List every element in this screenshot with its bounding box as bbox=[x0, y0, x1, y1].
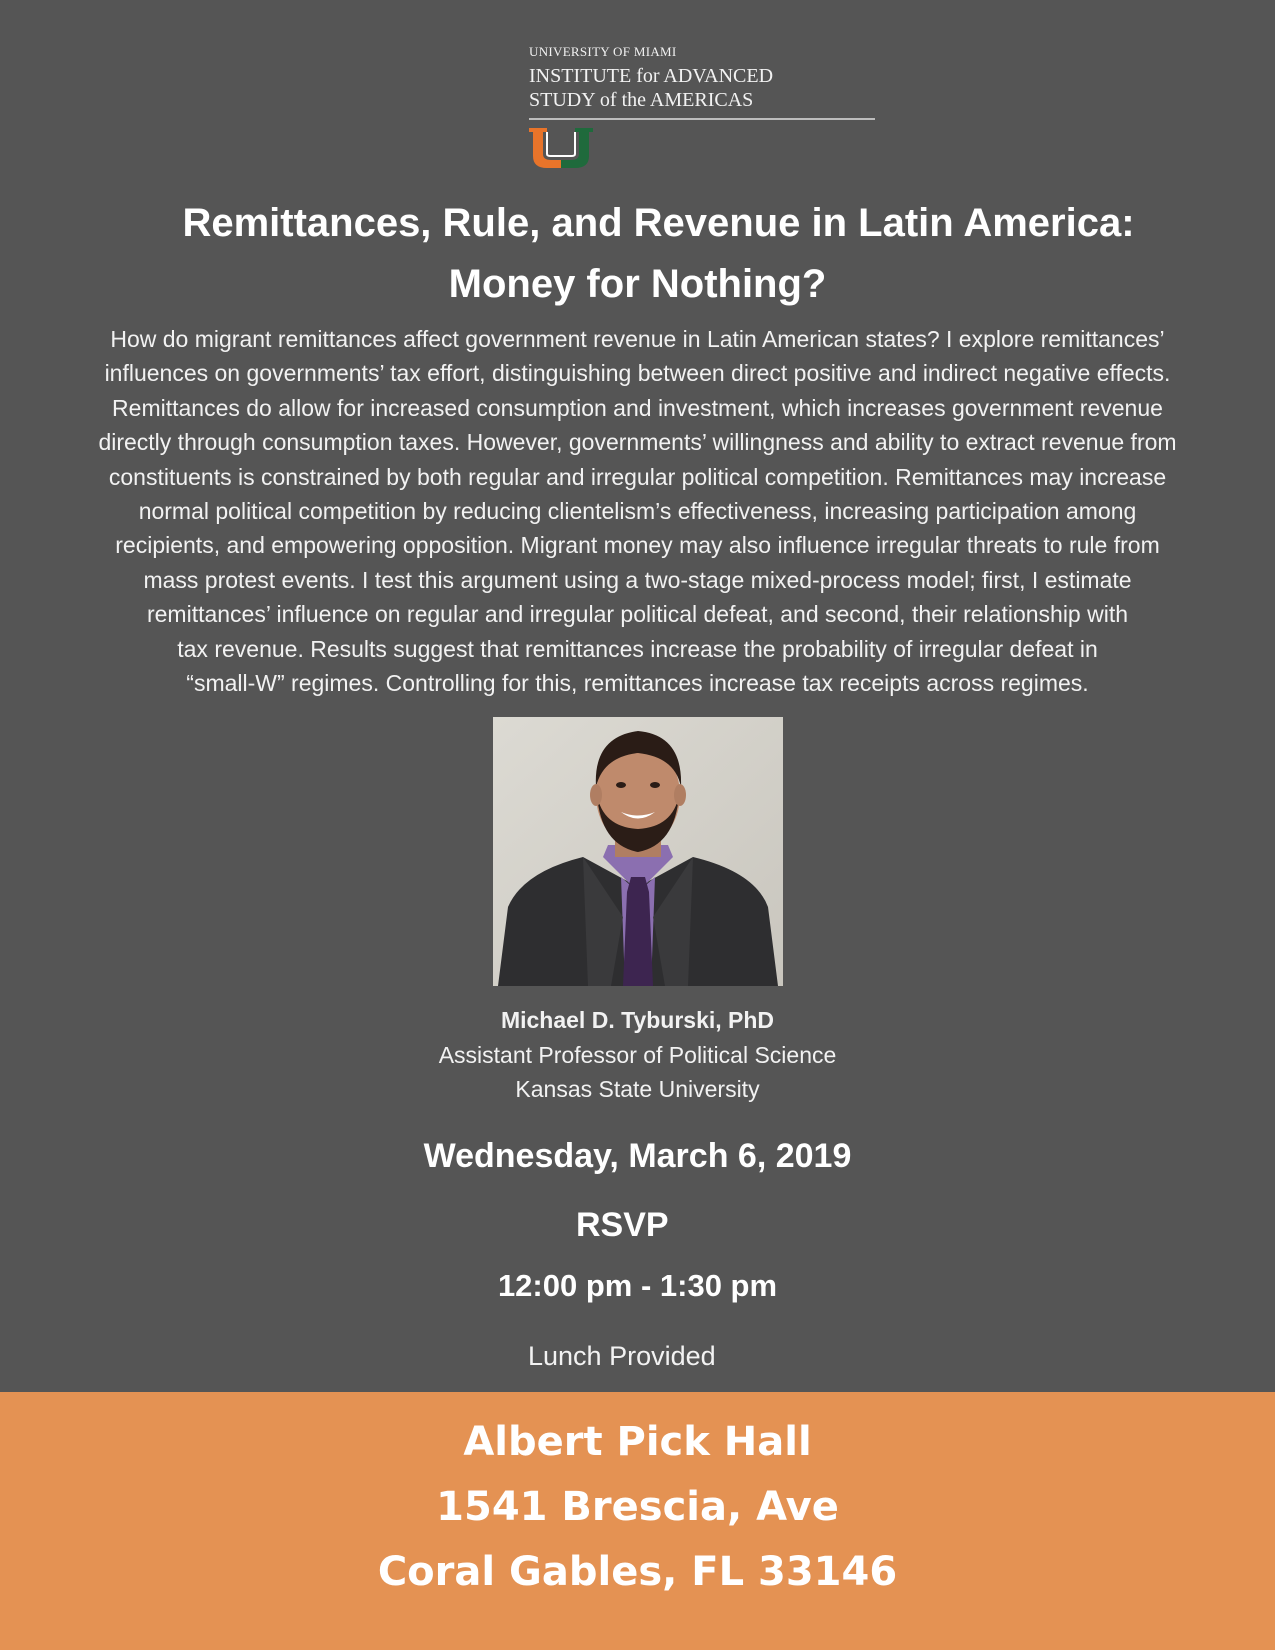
abstract-line: mass protest events. I test this argument using a two-stage mixed-process model; first, I estimate bbox=[143, 566, 1132, 593]
lunch-note: Lunch Provided bbox=[528, 1341, 716, 1371]
speaker-info bbox=[0, 1003, 1275, 1107]
speaker-photo bbox=[493, 717, 783, 986]
speaker-portrait-image bbox=[493, 717, 783, 986]
rsvp-link[interactable]: RSVP bbox=[576, 1206, 669, 1244]
speaker-role: Assistant Professor of Political Science bbox=[438, 1041, 837, 1068]
abstract-text bbox=[40, 322, 1235, 700]
event-title bbox=[0, 193, 1275, 315]
event-title-line1: Remittances, Rule, and Revenue in Latin America: bbox=[182, 201, 1135, 245]
event-date: Wednesday, March 6, 2019 bbox=[423, 1137, 852, 1175]
speaker-name: Michael D. Tyburski, PhD bbox=[500, 1007, 775, 1033]
abstract-line: tax revenue. Results suggest that remittances increase the probability of irregular defeat in bbox=[177, 635, 1098, 662]
location-street: 1541 Brescia, Ave bbox=[436, 1484, 839, 1530]
location-footer bbox=[0, 1392, 1275, 1650]
event-title-line2: Money for Nothing? bbox=[448, 262, 827, 306]
abstract-line: “small-W” regimes. Controlling for this, remittances increase tax receipts across regimes. bbox=[186, 670, 1089, 697]
location-city: Coral Gables, FL 33146 bbox=[377, 1549, 898, 1595]
abstract-line: Remittances do allow for increased consumption and investment, which increases government revenue bbox=[112, 394, 1163, 421]
abstract-line: normal political competition by reducing clientelism’s effectiveness, increasing participation among bbox=[138, 498, 1137, 525]
speaker-institution: Kansas State University bbox=[515, 1076, 760, 1102]
abstract-line: remittances’ influence on regular and irregular political defeat, and second, their relationship with bbox=[146, 601, 1129, 628]
abstract-line: influences on governments’ tax effort, distinguishing between direct positive and indirect negative effects. bbox=[104, 360, 1171, 387]
logo-divider bbox=[529, 118, 875, 120]
abstract-line: recipients, and empowering opposition. Migrant money may also influence irregular threats to rule from bbox=[115, 532, 1160, 559]
abstract-line: How do migrant remittances affect government revenue in Latin American states? I explore remittances’ bbox=[110, 326, 1165, 352]
abstract-line: constituents is constrained by both regular and irregular political competition. Remittances may increase bbox=[108, 463, 1167, 490]
logo-study-text: STUDY of the AMERICAS bbox=[529, 89, 754, 111]
u-logo-icon bbox=[529, 128, 593, 168]
event-time: 12:00 pm - 1:30 pm bbox=[497, 1268, 778, 1303]
institute-logo bbox=[529, 44, 875, 173]
logo-institute-text: INSTITUTE for ADVANCED bbox=[529, 65, 774, 87]
logo-university-text: UNIVERSITY OF MIAMI bbox=[529, 44, 677, 59]
abstract-line: directly through consumption taxes. However, governments’ willingness and ability to extract revenue from bbox=[98, 429, 1177, 456]
location-building: Albert Pick Hall bbox=[463, 1419, 812, 1465]
